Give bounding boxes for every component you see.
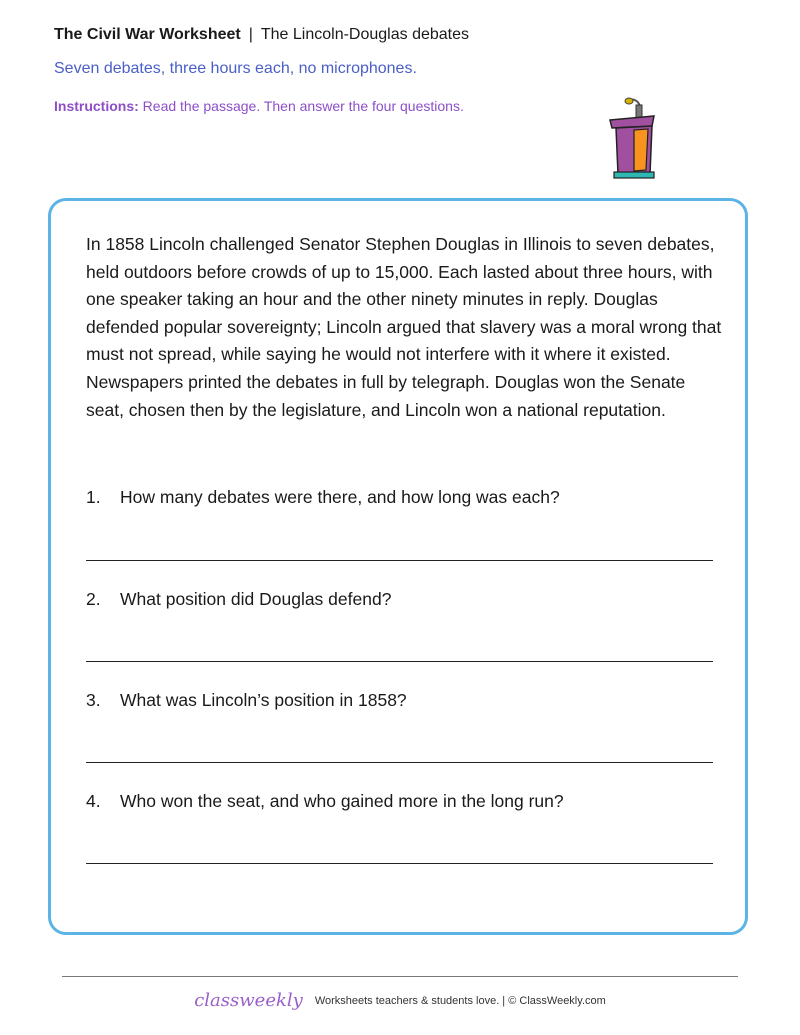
brand-logo: classweekly (194, 990, 303, 1011)
question-number: 4. (86, 791, 101, 811)
question-4 (86, 791, 564, 812)
footer-tagline: Worksheets teachers & students love. | © ClassWeekly.com (314, 995, 606, 1007)
question-number: 2. (86, 589, 101, 609)
instructions-text: Read the passage. Then answer the four questions. (142, 98, 464, 114)
answer-line-1[interactable] (86, 560, 713, 561)
answer-line-4[interactable] (86, 863, 713, 864)
question-2 (86, 589, 391, 610)
title-bold: The Civil War Worksheet (54, 26, 241, 43)
question-text: How many debates were there, and how long was each? (120, 487, 560, 507)
footer-divider (62, 976, 738, 977)
reading-passage: In 1858 Lincoln challenged Senator Stephen Douglas in Illinois to seven debates, held outdoors before crowds of up to 15,000. Each lasted about three hours, with one speaker taking an hour and the other ninety minutes in reply. Douglas defended popular sovereignty; Lincoln argued that slavery was a moral wrong that must not spread, while saying he would not interfere with it where it existed. Newspapers printed the debates in full by telegraph. Douglas won the Senate seat, chosen then by the legislature, and Lincoln won a national reputation. (86, 234, 722, 420)
answer-line-3[interactable] (86, 762, 713, 763)
worksheet-title (54, 26, 469, 44)
question-3 (86, 690, 407, 711)
question-number: 3. (86, 690, 101, 710)
question-number: 1. (86, 487, 101, 507)
question-text: What position did Douglas defend? (120, 589, 392, 609)
question-text: Who won the seat, and who gained more in the long run? (120, 791, 564, 811)
instructions-label: Instructions: (54, 98, 139, 114)
title-topic: The Lincoln-Douglas debates (260, 26, 470, 43)
footer (0, 990, 800, 1011)
podium-icon (602, 94, 662, 182)
question-text: What was Lincoln’s position in 1858? (120, 690, 407, 710)
worksheet-subtitle: Seven debates, three hours each, no microphones. (54, 60, 417, 77)
answer-line-2[interactable] (86, 661, 713, 662)
title-separator: | (248, 26, 253, 43)
question-1 (86, 487, 560, 508)
instructions (54, 98, 464, 114)
